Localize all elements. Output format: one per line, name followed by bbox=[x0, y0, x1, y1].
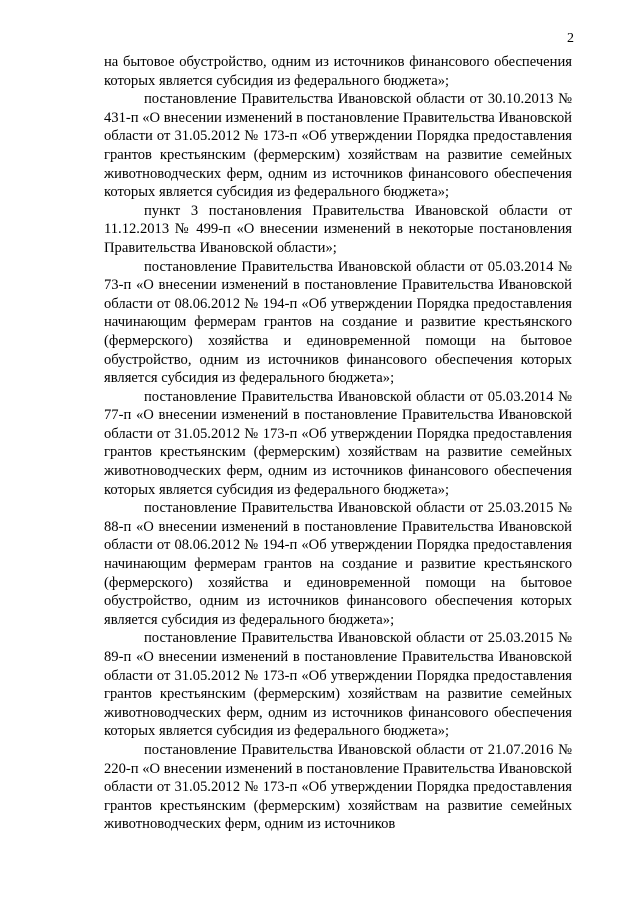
paragraph-resolution-77: постановление Правительства Ивановской области от 05.03.2014 № 77-п «О внесении изменений в постановление Правительства Ивановской области от 31.05.2012 № 173-п «Об утверждении Порядка предоставления грантов крестьянским (фермерским) хозяйствам на развитие семейных животноводческих ферм, одним из источников финансового обеспечения которых является субсидия из федерального бюджета»; bbox=[104, 388, 572, 498]
document-body bbox=[104, 53, 572, 834]
page-number: 2 bbox=[567, 31, 574, 46]
paragraph-resolution-73: постановление Правительства Ивановской области от 05.03.2014 № 73-п «О внесении изменений в постановление Правительства Ивановской области от 08.06.2012 № 194-п «Об утверждении Порядка предоставления начинающим фермерам грантов на создание и развитие крестьянского (фермерского) хозяйства и единовременной помощи на бытовое обустройство, одним из источников финансового обеспечения которых является субсидия из федерального бюджета»; bbox=[104, 258, 572, 387]
paragraph-resolution-499: пункт 3 постановления Правительства Ивановской области от 11.12.2013 № 499-п «О внесении изменений в некоторые постановления Правительства Ивановской области»; bbox=[104, 202, 572, 256]
paragraph-resolution-431: постановление Правительства Ивановской области от 30.10.2013 № 431-п «О внесении изменений в постановление Правительства Ивановской области от 31.05.2012 № 173-п «Об утверждении Порядка предоставления грантов крестьянским (фермерским) хозяйствам на развитие семейных животноводческих ферм, одним из источников финансового обеспечения которых является субсидия из федерального бюджета»; bbox=[104, 91, 572, 201]
paragraph-resolution-89: постановление Правительства Ивановской области от 25.03.2015 № 89-п «О внесении изменений в постановление Правительства Ивановской области от 31.05.2012 № 173-п «Об утверждении Порядка предоставления грантов крестьянским (фермерским) хозяйствам на развитие семейных животноводческих ферм, одним из источников финансового обеспечения которых является субсидия из федерального бюджета»; bbox=[104, 630, 572, 740]
paragraph-resolution-220: постановление Правительства Ивановской области от 21.07.2016 № 220-п «О внесении изменений в постановление Правительства Ивановской области от 31.05.2012 № 173-п «Об утверждении Порядка предоставления грантов крестьянским (фермерским) хозяйствам на развитие семейных животноводческих ферм, одним из источников bbox=[104, 741, 572, 833]
paragraph-continuation: на бытовое обустройство, одним из источников финансового обеспечения которых является субсидия из федерального бюджета»; bbox=[104, 54, 572, 89]
paragraph-resolution-88: постановление Правительства Ивановской области от 25.03.2015 № 88-п «О внесении изменений в постановление Правительства Ивановской области от 08.06.2012 № 194-п «Об утверждении Порядка предоставления начинающим фермерам грантов на создание и развитие крестьянского (фермерского) хозяйства и единовременной помощи на бытовое обустройство, одним из источников финансового обеспечения которых является субсидия из федерального бюджета»; bbox=[104, 500, 572, 628]
